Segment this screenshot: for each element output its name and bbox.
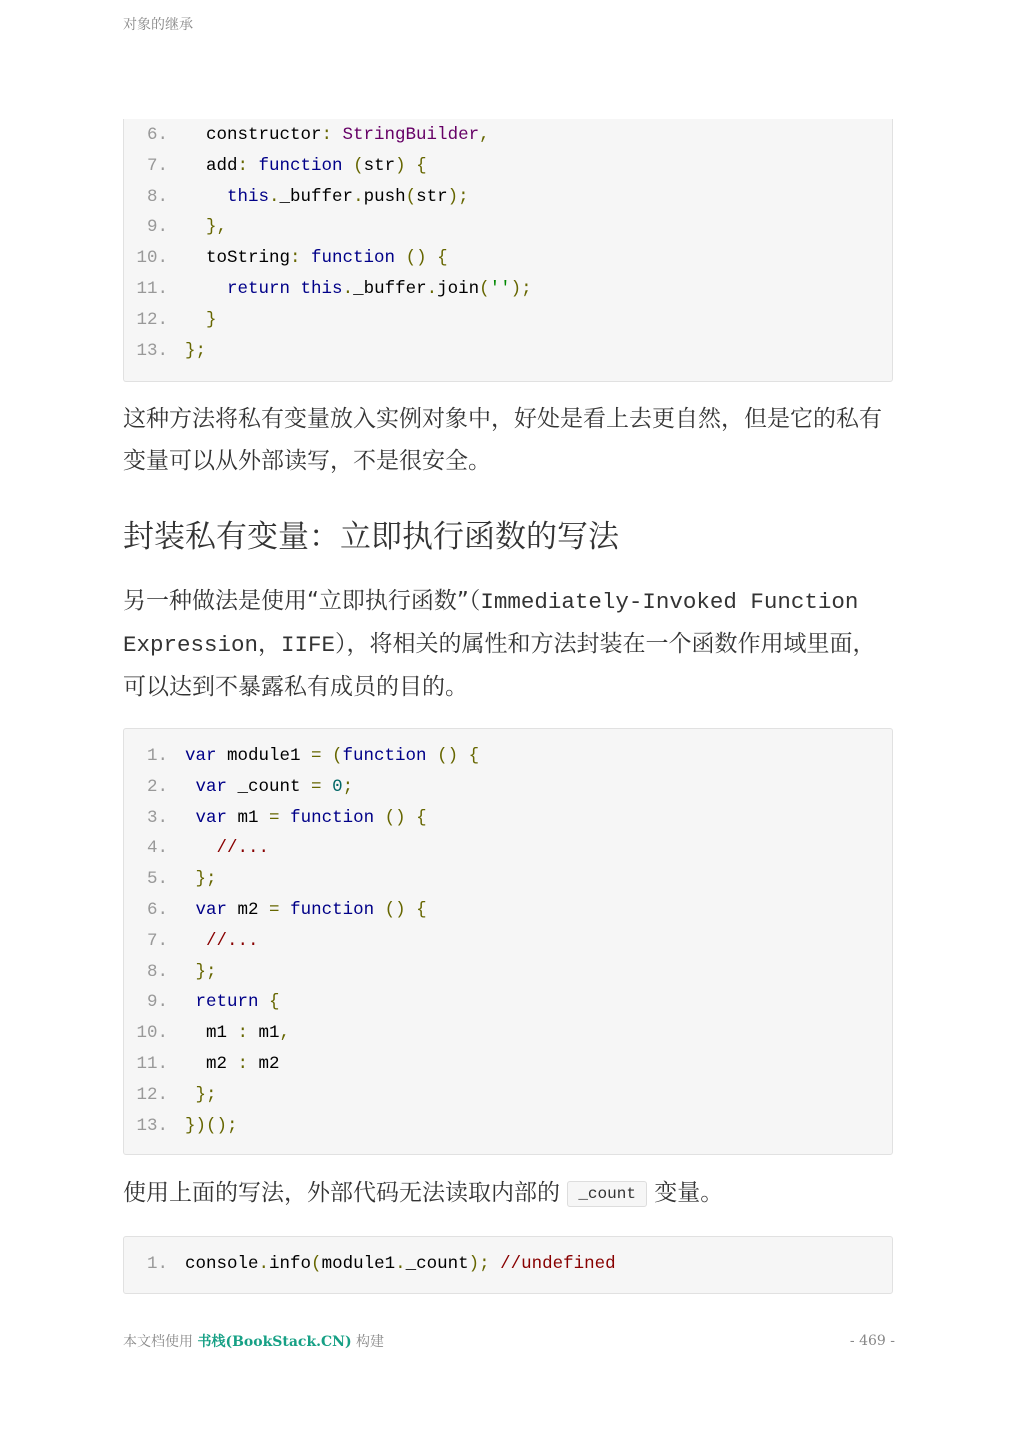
code-text: this._buffer.push(str); — [227, 186, 469, 207]
line-number: 13. — [136, 1115, 168, 1136]
bookstack-link[interactable]: 书栈(BookStack.CN) — [197, 1334, 352, 1350]
line-number: 8. — [146, 961, 168, 982]
line-number: 13. — [136, 340, 168, 361]
code-text: m1 : m1, — [185, 1023, 291, 1044]
line-number: 4. — [146, 838, 168, 859]
code-text: var _count = 0; — [195, 776, 354, 797]
code-text: })(); — [185, 1115, 238, 1136]
iife-abbrev: IIFE — [281, 632, 336, 658]
code-text: add: function (str) { — [185, 155, 427, 176]
code-block-console-info — [123, 1236, 893, 1294]
code-text: var m2 = function () { — [195, 900, 427, 920]
footer-credit-post: 构建 — [351, 1334, 385, 1350]
iife-intro-text-3: ），将相关的属性和方法封装在一个函数作用域里面，可以达到不暴露私有成员的目的。 — [123, 631, 876, 700]
line-number: 7. — [146, 155, 168, 176]
code-text: toString: function () { — [185, 248, 448, 269]
line-number: 7. — [146, 930, 168, 951]
code-text: m2 : m2 — [185, 1054, 280, 1074]
iife-full-name: Immediately-Invoked Function Expression — [123, 589, 859, 658]
paragraph-iife-intro — [123, 580, 898, 708]
line-number: 12. — [136, 1084, 168, 1105]
line-number: 10. — [136, 1023, 168, 1044]
line-number: 6. — [146, 900, 168, 920]
code-text: }; — [195, 1084, 217, 1105]
code-text: constructor: StringBuilder, — [185, 125, 490, 145]
code-text: }; — [195, 869, 217, 890]
line-number: 9. — [146, 992, 168, 1013]
code-text: //... — [216, 838, 270, 859]
line-number: 3. — [146, 807, 168, 828]
line-number: 6. — [146, 125, 168, 145]
footer-credit-pre: 本文档使用 — [123, 1334, 198, 1350]
paragraph-count-note — [123, 1172, 898, 1215]
code-text: } — [206, 309, 217, 330]
code-text: var m1 = function () { — [195, 807, 427, 828]
running-header: 对象的继承 — [123, 17, 193, 33]
code-block-iife-module — [123, 728, 893, 1155]
line-number: 5. — [146, 869, 168, 890]
count-note-text-2: 变量。 — [646, 1180, 724, 1206]
footer-credit — [123, 1331, 384, 1351]
iife-intro-text-2: ， — [258, 631, 282, 657]
line-number: 11. — [136, 279, 168, 299]
line-number: 11. — [136, 1054, 168, 1074]
code-text: return this._buffer.join(''); — [227, 279, 532, 299]
code-block-string-builder — [123, 119, 893, 382]
line-number: 10. — [136, 248, 168, 269]
code-text: }, — [206, 217, 228, 238]
line-number: 12. — [136, 309, 168, 330]
page-number: - 469 - — [849, 1333, 895, 1349]
code-text: return { — [195, 992, 280, 1013]
line-number: 1. — [146, 1254, 168, 1274]
iife-intro-text-1: 另一种做法是使用“立即执行函数”（ — [123, 588, 481, 614]
code-text: var module1 = (function () { — [185, 746, 480, 766]
line-number: 8. — [146, 186, 168, 207]
code-text: }; — [195, 961, 217, 982]
inline-code-count: _count — [567, 1181, 647, 1207]
code-text: }; — [185, 340, 207, 361]
line-number: 2. — [146, 776, 168, 797]
section-heading: 封装私有变量：立即执行函数的写法 — [123, 519, 619, 555]
code-text: //... — [206, 930, 259, 951]
line-number: 1. — [146, 746, 168, 766]
count-note-text-1: 使用上面的写法，外部代码无法读取内部的 — [123, 1180, 568, 1206]
line-number: 9. — [146, 217, 168, 238]
paragraph-private-vars-note: 这种方法将私有变量放入实例对象中，好处是看上去更自然，但是它的私有变量可以从外部读写，不是很安全。 — [123, 406, 882, 474]
code-text: console.info(module1._count); //undefined — [185, 1254, 616, 1274]
